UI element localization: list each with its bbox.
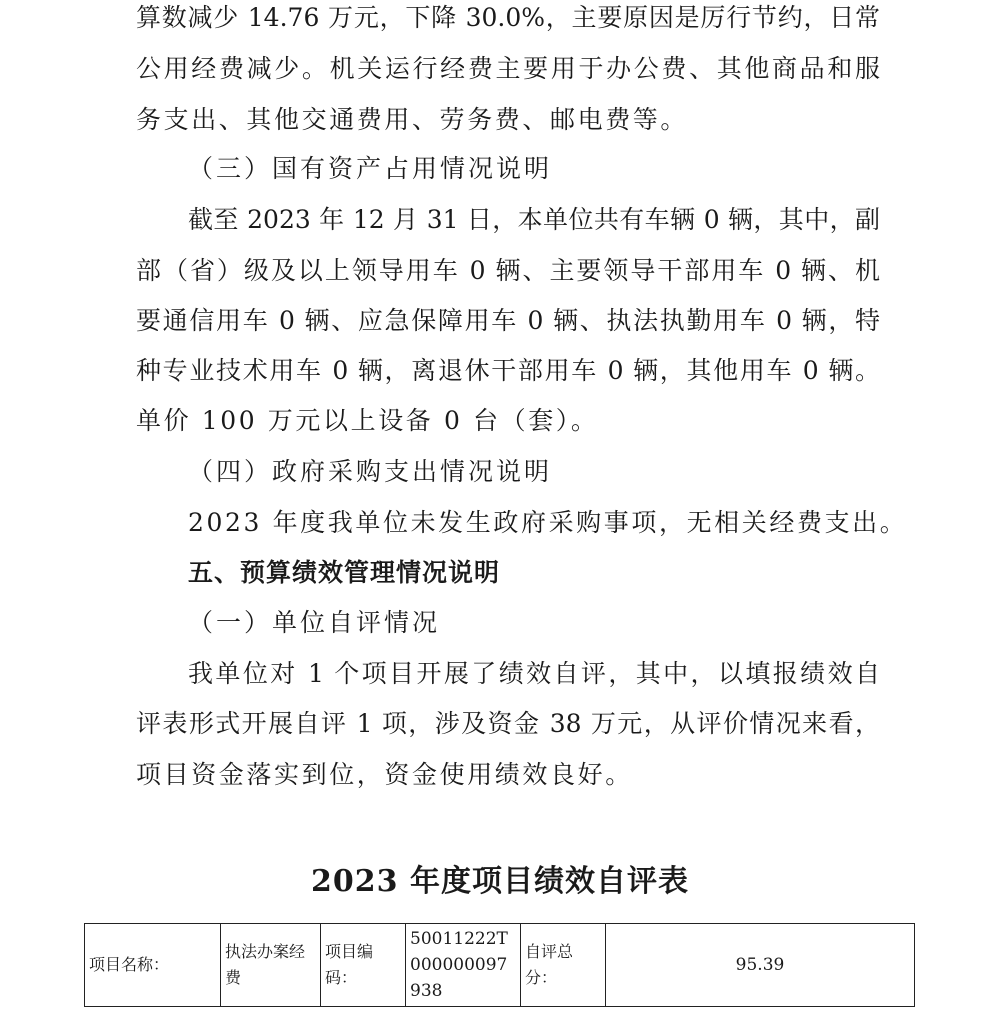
project-code-value: 50011222T000000097938 [406, 924, 521, 1007]
project-name-value: 执法办案经费 [221, 924, 321, 1007]
table-row [85, 924, 915, 1007]
paragraph-line: 种专业技术用车 0 辆，离退休干部用车 0 辆，其他用车 0 辆。 [136, 356, 880, 385]
self-score-value: 95.39 [606, 924, 915, 1007]
paragraph-line: 单价 100 万元以上设备 0 台（套）。 [136, 406, 599, 435]
paragraph-line: 截至 2023 年 12 月 31 日，本单位共有车辆 0 辆，其中，副 [188, 205, 880, 234]
section-heading-performance: 五、预算绩效管理情况说明 [188, 558, 501, 587]
subsection-heading-assets: （三）国有资产占用情况说明 [188, 154, 553, 183]
paragraph-line: 项目资金落实到位，资金使用绩效良好。 [136, 760, 633, 789]
paragraph-line: 算数减少 14.76 万元，下降 30.0%，主要原因是厉行节约，日常 [136, 3, 880, 32]
subsection-heading-self-evaluation: （一）单位自评情况 [188, 608, 441, 637]
self-score-label: 自评总分： [521, 924, 606, 1007]
self-evaluation-table [84, 923, 915, 1007]
paragraph-line: 我单位对 1 个项目开展了绩效自评，其中，以填报绩效自 [188, 659, 880, 688]
paragraph-line: 部（省）级及以上领导用车 0 辆、主要领导干部用车 0 辆、机 [136, 256, 880, 285]
paragraph-line: 要通信用车 0 辆、应急保障用车 0 辆、执法执勤用车 0 辆，特 [136, 306, 880, 335]
paragraph-line: 2023 年度我单位未发生政府采购事项，无相关经费支出。 [188, 508, 908, 537]
table-title: 2023 年度项目绩效自评表 [311, 864, 689, 899]
paragraph-line: 务支出、其他交通费用、劳务费、邮电费等。 [136, 105, 689, 134]
paragraph-line: 评表形式开展自评 1 项，涉及资金 38 万元，从评价情况来看， [136, 709, 880, 738]
project-code-label: 项目编码： [321, 924, 406, 1007]
paragraph-line: 公用经费减少。机关运行经费主要用于办公费、其他商品和服 [136, 54, 880, 83]
project-name-label: 项目名称： [85, 924, 221, 1007]
subsection-heading-procurement: （四）政府采购支出情况说明 [188, 457, 553, 486]
